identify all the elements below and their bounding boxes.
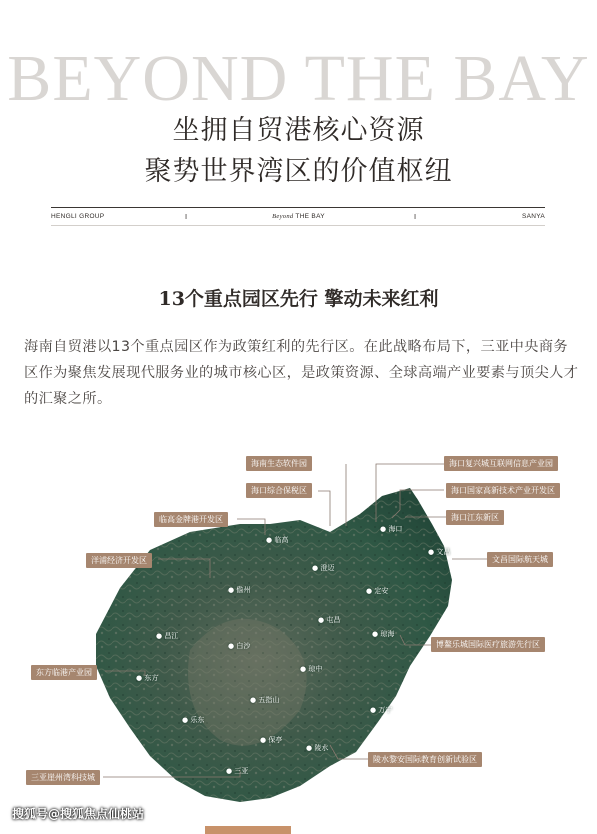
park-tag-jiangdong: 海口江东新区 — [446, 510, 504, 525]
meta-separator-1: I — [185, 213, 188, 221]
section-title: 13个重点园区先行 擎动未来红利 — [158, 288, 439, 310]
city-haikou: ● 海口 — [380, 525, 403, 533]
city-lingshui: ● 陵水 — [306, 744, 329, 752]
headline-line-2: 聚势世界湾区的价值枢纽 — [144, 156, 453, 187]
source-credit: 搜狐号@搜狐焦点仙桃站 — [12, 807, 145, 821]
headline-line-1: 坐拥自贸港核心资源 — [172, 115, 425, 146]
park-tag-haikou-hightech: 海口国家高新技术产业开发区 — [446, 483, 560, 498]
bottom-highlight-tag — [205, 826, 291, 834]
city-ledong: ● 乐东 — [182, 716, 205, 724]
city-wanning: ● 万宁 — [370, 706, 393, 714]
city-danzhou: ● 儋州 — [228, 586, 251, 594]
city-dongfang: ● 东方 — [136, 674, 159, 682]
meta-separator-2: I — [414, 213, 417, 221]
park-tag-fuxing-city: 海口复兴城互联网信息产业园 — [444, 456, 558, 471]
divider-top — [51, 207, 545, 208]
park-tag-wenchang-space: 文昌国际航天城 — [487, 552, 553, 567]
city-dingan: ● 定安 — [366, 587, 389, 595]
city-qiongzhong: ● 琼中 — [300, 665, 323, 673]
city-baisha: ● 白沙 — [228, 642, 251, 650]
park-tag-boao-lecheng: 博鳌乐城国际医疗旅游先行区 — [431, 637, 545, 652]
park-tag-lingao-jinpai: 临高金牌港开发区 — [154, 512, 228, 527]
hero-title: BEYOND THE BAY — [7, 42, 590, 115]
intro-paragraph: 海南自贸港以13个重点园区作为政策红利的先行区。在此战略布局下，三亚中央商务区作为聚焦发展现代服务业的城市核心区，是政策资源、全球高端产业要素与顶尖人才的汇聚之所。 — [24, 339, 579, 407]
city-wenchang: ● 文昌 — [428, 548, 451, 556]
city-tunchang: ● 屯昌 — [318, 616, 341, 624]
meta-group: HENGLI GROUP — [51, 213, 105, 220]
park-tag-ecological-software: 海南生态软件园 — [246, 456, 312, 471]
city-qionghai: ● 琼海 — [372, 630, 395, 638]
park-tag-yangpu: 洋浦经济开发区 — [86, 553, 152, 568]
city-baoting: ● 保亭 — [260, 736, 283, 744]
city-lingao: ● 临高 — [266, 536, 289, 544]
meta-center — [0, 212, 597, 222]
city-changjiang: ● 昌江 — [156, 632, 179, 640]
meta-location: SANYA — [521, 213, 545, 220]
park-tag-yazhou-bay: 三亚崖州湾科技城 — [26, 770, 100, 785]
city-sanya: ● 三亚 — [226, 767, 249, 775]
meta-center-text: THE BAY — [295, 213, 325, 220]
city-wuzhishan: ● 五指山 — [250, 696, 280, 704]
park-tag-lingshui-lian: 陵水黎安国际教育创新试验区 — [368, 752, 482, 767]
divider-bottom — [51, 225, 545, 226]
city-chengmai: ● 澄迈 — [312, 564, 335, 572]
park-tag-haikou-bonded: 海口综合保税区 — [246, 483, 312, 498]
park-tag-dongfang: 东方临港产业园 — [31, 665, 97, 680]
hainan-map — [0, 440, 597, 832]
meta-center-script: Beyond — [272, 213, 294, 220]
